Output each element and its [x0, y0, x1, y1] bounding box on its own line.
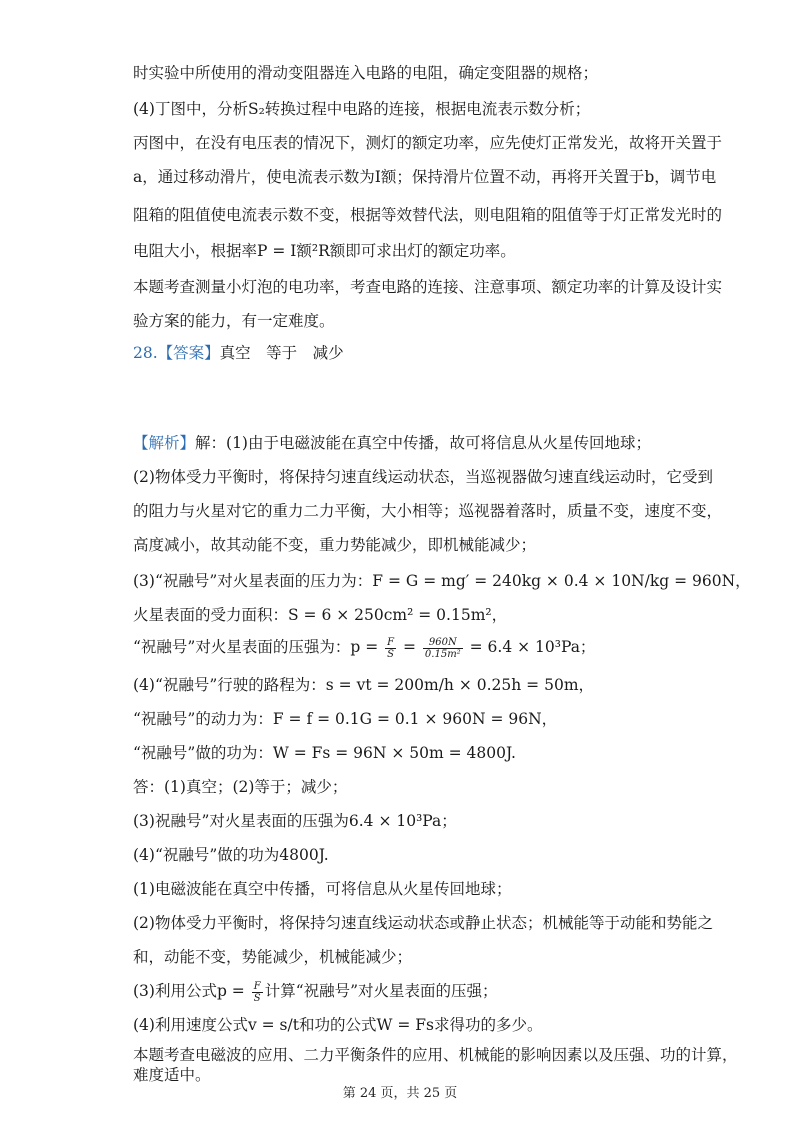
analysis-line: (4)利用速度公式v = s/t和功的公式W = Fs求得功的多少。 [133, 1016, 543, 1034]
analysis-line: 答：(1)真空；(2)等于；减少； [133, 778, 348, 796]
page-footer: 第 24 页，共 25 页 [342, 1086, 458, 1101]
analysis-line: 的阻力与火星对它的重力二力平衡，大小相等；巡视器着落时，质量不变，速度不变， [133, 502, 723, 520]
fraction-f-over-s-2: $\frac{F}{S}$ [253, 980, 261, 1004]
analysis-line: (4)“祝融号”行驶的路程为：s = vt = 200m/h × 0.25h = 50m， [133, 676, 595, 694]
text-line: (4)丁图中，分析S₂转换过程中电路的连接，根据电流表示数分析； [133, 100, 591, 118]
pressure-prefix: “祝融号”对火星表面的压强为：p = [133, 638, 384, 656]
answer-tag: 【答案】 [157, 344, 220, 362]
analysis-line: (4)“祝融号”做的功为4800J. [133, 846, 329, 864]
analysis-line: 火星表面的受力面积：S = 6 × 250cm² = 0.15m²， [133, 606, 508, 624]
answer-line [133, 342, 344, 364]
fraction-f-over-s: $\frac{F}{S}$ [387, 636, 395, 660]
answer-text: 真空 等于 减少 [219, 344, 344, 362]
formula-suffix: 计算“祝融号”对火星表面的压强； [264, 982, 498, 1000]
question-number: 28. [133, 344, 158, 362]
text-line: 验方案的能力，有一定难度。 [133, 312, 335, 330]
formula-prefix: (3)利用公式p = [133, 982, 250, 1000]
text-line: 丙图中，在没有电压表的情况下，测灯的额定功率，应先使灯正常发光，故将开关置于 [133, 134, 723, 152]
text-line: 本题考查测量小灯泡的电功率，考查电路的连接、注意事项、额定功率的计算及设计实 [133, 278, 723, 296]
analysis-first-line [133, 432, 651, 454]
analysis-tag: 【解析】 [133, 434, 196, 452]
analysis-line: (3)祝融号”对火星表面的压强为6.4 × 10³Pa； [133, 812, 457, 830]
analysis-line: “祝融号”做的功为：W = Fs = 96N × 50m = 4800J. [133, 744, 516, 762]
pressure-result: = 6.4 × 10³Pa； [464, 638, 596, 656]
formula-line [133, 980, 498, 1004]
analysis-line: (2)物体受力平衡时，将保持匀速直线运动状态或静止状态；机械能等于动能和势能之 [133, 914, 713, 932]
text-line: 时实验中所使用的滑动变阻器连入电路的电阻，确定变阻器的规格； [133, 64, 599, 82]
analysis-line: 高度减小，故其动能不变，重力势能减少，即机械能减少； [133, 536, 537, 554]
text-line: 阻箱的阻值使电流表示数不变，根据等效替代法，则电阻箱的阻值等于灯正常发光时的 [133, 206, 723, 224]
text-line: a，通过移动滑片，使电流表示数为I额；保持滑片位置不动，再将开关置于b，调节电 [133, 168, 717, 186]
analysis-line: 本题考查电磁波的应用、二力平衡条件的应用、机械能的影响因素以及压强、功的计算， [133, 1046, 738, 1064]
fraction-960-over-area: $\frac{960N}{\text{0.15m²}}$ [424, 636, 461, 660]
analysis-line: (1)电磁波能在真空中传播，可将信息从火星传回地球； [133, 880, 512, 898]
analysis-line: (2)物体受力平衡时，将保持匀速直线运动状态，当巡视器做匀速直线运动时，它受到 [133, 468, 713, 486]
analysis-line: “祝融号”的动力为：F = f = 0.1G = 0.1 × 960N = 96N， [133, 710, 558, 728]
analysis-line: (3)“祝融号”对火星表面的压力为：F = G = mg′ = 240kg × 0.4 × 10N/kg = 960N， [133, 572, 751, 590]
pressure-line: “祝融号”对火星表面的压强为：p = $\frac{F}{S}$ = $\frac{960N}{\text{0.15m²}}$ = 6.4 × 10³Pa； [133, 636, 596, 660]
analysis-line: 和，动能不变，势能减少，机械能减少； [133, 948, 413, 966]
analysis-first-text: 解：(1)由于电磁波能在真空中传播，故可将信息从火星传回地球； [195, 434, 651, 452]
analysis-line: 难度适中。 [133, 1066, 211, 1084]
text-line: 电阻大小，根据率P = I额²R额即可求出灯的额定功率。 [133, 242, 516, 260]
